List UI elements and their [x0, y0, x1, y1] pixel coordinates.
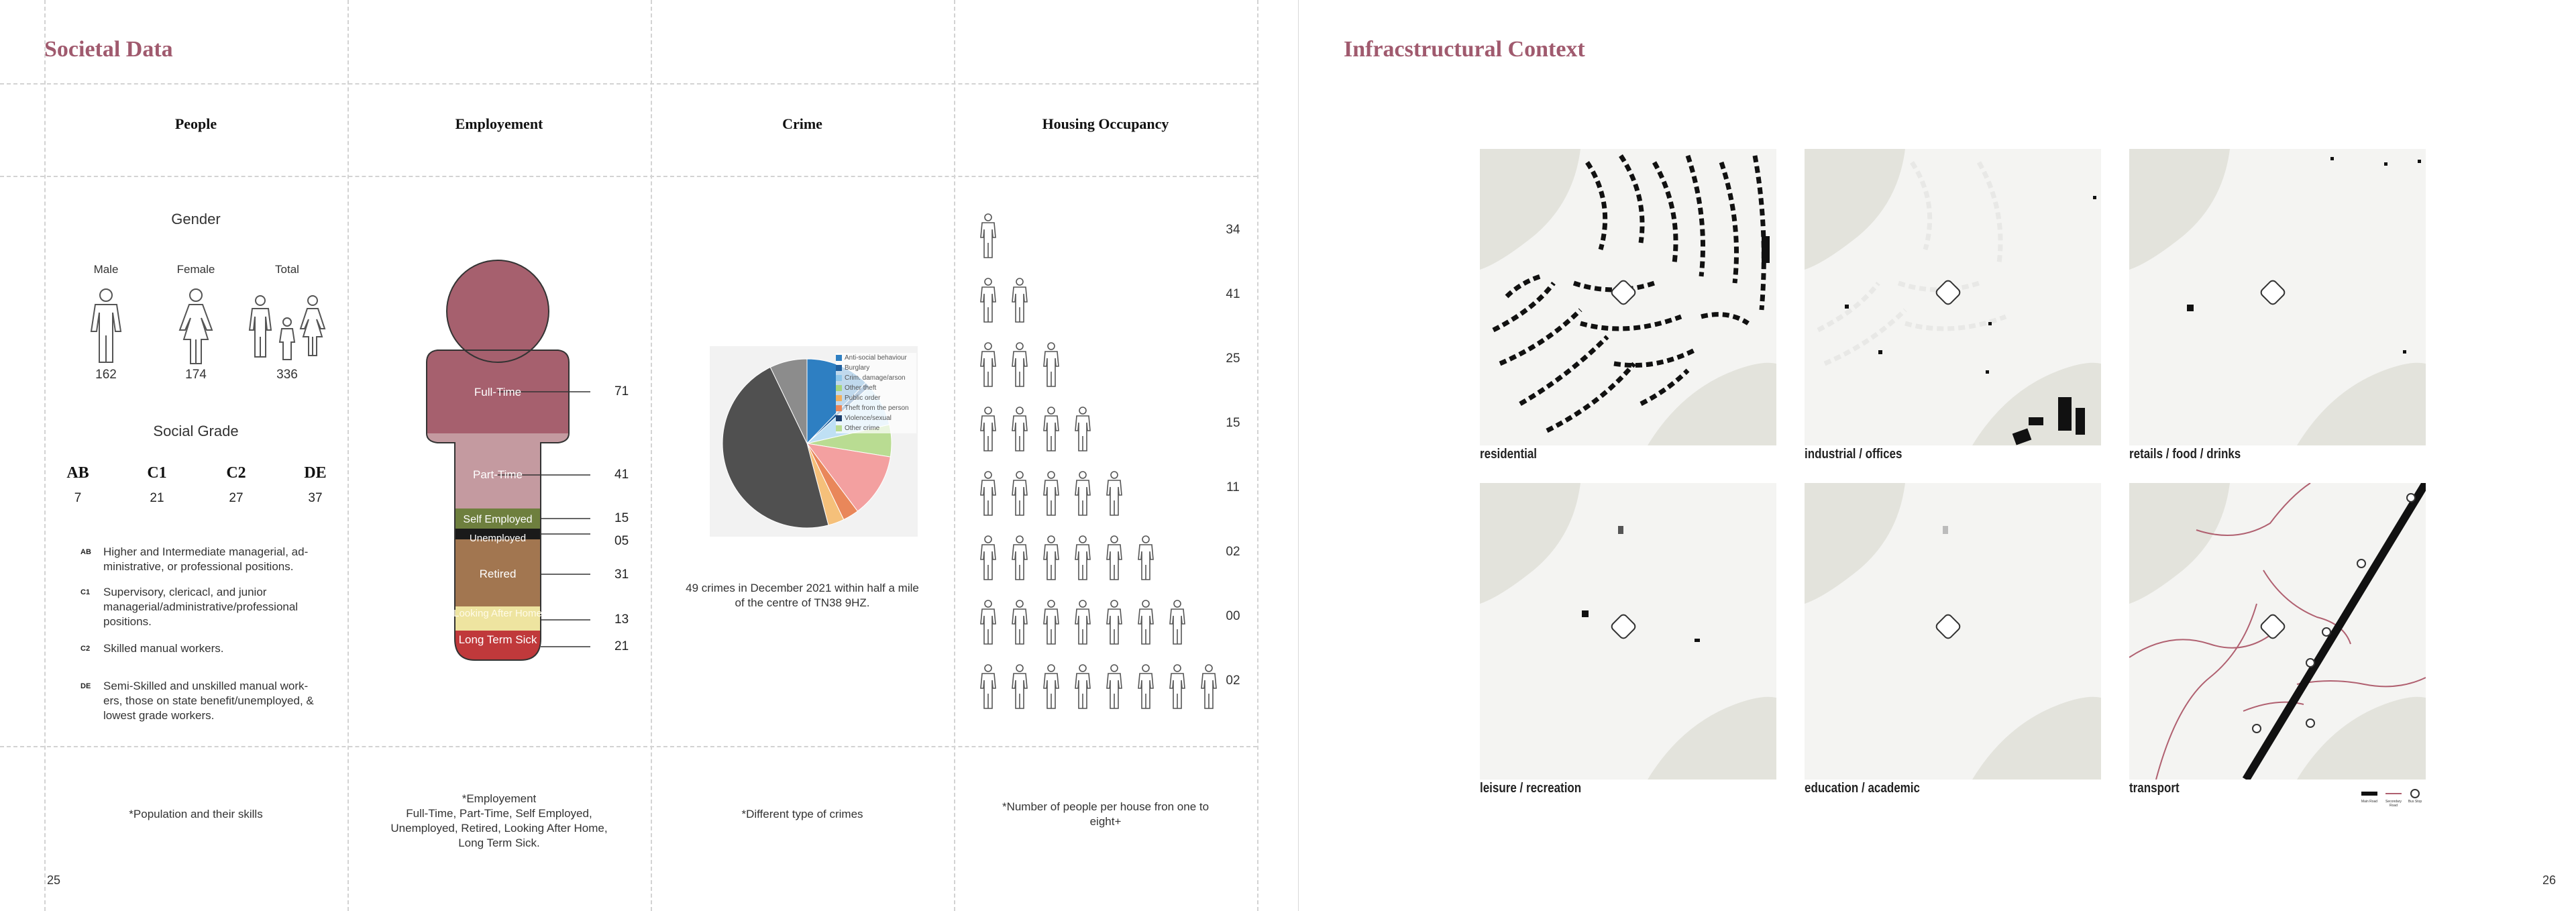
legend-label: Burglary — [845, 364, 870, 372]
crime-footnote: *Different type of crimes — [741, 808, 863, 820]
legend-label: Other theft — [845, 384, 877, 392]
person-icon — [1042, 535, 1060, 581]
map-education — [1805, 483, 2101, 780]
employment-value: 31 — [614, 568, 629, 582]
housing-value: 11 — [1226, 480, 1240, 494]
legend-swatch — [836, 425, 842, 431]
person-icon — [1106, 600, 1123, 645]
map-graphic — [1480, 149, 1776, 445]
bus-stop-swatch — [2410, 789, 2420, 798]
map-label: transport — [2129, 781, 2180, 796]
footnote-line: *Employement — [462, 792, 537, 805]
person-icon — [1106, 471, 1123, 517]
employment-label: Long Term Sick — [458, 633, 537, 646]
social-grade-title: Social Grade — [153, 423, 239, 439]
person-icon — [1011, 471, 1028, 517]
person-icon — [1042, 342, 1060, 388]
legend-swatch — [836, 375, 842, 381]
map-retail — [2129, 149, 2426, 445]
legend-label: Violence/sexual — [845, 415, 892, 422]
housing-value: 02 — [1226, 545, 1240, 559]
legend-label: Other crime — [845, 425, 880, 432]
person-icon — [1106, 535, 1123, 581]
person-icon — [1042, 664, 1060, 710]
person-icon — [1074, 600, 1091, 645]
grade-legend-code: C1 — [80, 588, 91, 596]
grid-line — [44, 0, 46, 911]
person-icon — [979, 213, 997, 259]
employment-value: 13 — [614, 612, 629, 627]
grid-line — [1257, 0, 1258, 911]
legend-swatch — [836, 395, 842, 401]
crime-legend-item — [836, 353, 916, 363]
person-icon — [1011, 407, 1028, 452]
total-value: 336 — [276, 368, 298, 382]
family-icon — [248, 295, 326, 362]
total-label: Total — [275, 263, 299, 276]
page-number-right: 26 — [2542, 873, 2557, 887]
person-icon — [1137, 664, 1155, 710]
legend-swatch — [836, 355, 842, 361]
crime-caption — [655, 581, 950, 610]
grid-line — [0, 176, 1257, 177]
housing-value: 41 — [1226, 287, 1240, 301]
grade-legend-desc: Higher and Intermediate managerial, ad-ministrative, or professional positions. — [103, 545, 309, 573]
legend-label: Secondary Road — [2385, 800, 2402, 808]
grid-line — [954, 0, 955, 911]
legend-label: Public order — [845, 394, 881, 402]
grid-line — [347, 0, 349, 911]
map-industrial — [1805, 149, 2101, 445]
map-graphic — [1805, 149, 2101, 445]
person-icon — [979, 535, 997, 581]
person-icon — [1011, 342, 1028, 388]
crime-legend-item — [836, 373, 916, 383]
footnote-line: *Number of people per house fron one to — [1002, 800, 1210, 813]
employment-value: 21 — [614, 639, 629, 653]
person-icon — [979, 664, 997, 710]
employment-value: 05 — [614, 534, 629, 548]
map-label: retails / food / drinks — [2129, 447, 2241, 462]
legend-label: Anti-social behaviour — [845, 354, 907, 362]
grade-legend-desc: Skilled manual workers. — [103, 642, 224, 655]
page-divider — [1298, 0, 1299, 911]
employment-label: Looking After Home — [453, 608, 542, 619]
people-footnote: *Population and their skills — [129, 808, 263, 820]
male-value: 162 — [95, 368, 117, 382]
person-icon — [1169, 600, 1186, 645]
page-number-left: 25 — [47, 873, 61, 887]
footnote-line: Unemployed, Retired, Looking After Home, — [390, 822, 608, 835]
person-icon — [1169, 664, 1186, 710]
legend-swatch — [836, 385, 842, 391]
crime-legend-item — [836, 413, 916, 423]
grade-legend-code: DE — [80, 682, 91, 690]
column-header-employment: Employement — [455, 115, 543, 132]
employment-label: Retired — [479, 568, 517, 580]
grade-value: 37 — [308, 491, 323, 505]
employment-value: 15 — [614, 511, 629, 525]
secondary-road-swatch — [2385, 793, 2402, 794]
grade-code: C1 — [147, 464, 167, 482]
person-icon — [1011, 278, 1028, 323]
grade-value: 7 — [74, 491, 82, 505]
housing-value: 34 — [1226, 223, 1240, 237]
map-leisure — [1480, 483, 1776, 780]
female-label: Female — [176, 263, 215, 276]
crime-legend-item — [836, 403, 916, 413]
footnote-line: eight+ — [1089, 815, 1122, 828]
caption-line: of the centre of TN38 9HZ. — [735, 596, 870, 609]
societal-data-title: Societal Data — [44, 37, 173, 62]
employment-value: 71 — [614, 384, 629, 398]
grid-line — [651, 0, 652, 911]
crime-legend-item — [836, 383, 916, 393]
employment-footnote — [352, 792, 647, 851]
employment-label: Self Employed — [463, 514, 533, 525]
person-icon — [1011, 600, 1028, 645]
footnote-line: Full-Time, Part-Time, Self Employed, — [406, 807, 592, 820]
grade-value: 27 — [229, 491, 244, 505]
column-header-housing: Housing Occupancy — [1042, 115, 1169, 132]
map-label: education / academic — [1805, 781, 1920, 796]
map-graphic — [2129, 149, 2426, 445]
grade-code: AB — [66, 464, 89, 482]
female-value: 174 — [185, 368, 207, 382]
male-label: Male — [93, 263, 119, 276]
person-icon — [1137, 535, 1155, 581]
map-label: leisure / recreation — [1480, 781, 1582, 796]
housing-value: 00 — [1226, 609, 1240, 623]
map-graphic — [1480, 483, 1776, 780]
map-label: residential — [1480, 447, 1538, 462]
crime-legend-item — [836, 423, 916, 433]
person-icon — [1074, 471, 1091, 517]
grade-legend-code: AB — [80, 548, 91, 556]
person-icon — [1074, 407, 1091, 452]
person-icon — [1200, 664, 1218, 710]
grade-value: 21 — [150, 491, 164, 505]
person-icon — [979, 407, 997, 452]
legend-swatch — [836, 365, 842, 371]
person-icon — [1074, 535, 1091, 581]
employment-label: Full-Time — [474, 386, 522, 398]
person-icon — [1137, 600, 1155, 645]
map-label: industrial / offices — [1805, 447, 1902, 462]
housing-value: 15 — [1226, 416, 1240, 430]
map-residential — [1480, 149, 1776, 445]
legend-label: Main Road — [2361, 800, 2378, 804]
map-graphic — [2129, 483, 2426, 780]
person-icon — [979, 278, 997, 323]
person-icon — [1042, 471, 1060, 517]
grade-legend-desc: Supervisory, clericacl, and junior managerial/administrative/professional positions. — [103, 586, 299, 628]
legend-label: Bus Stop — [2408, 800, 2422, 804]
infrastructural-title: Infracstructural Context — [1344, 37, 1585, 62]
legend-swatch — [836, 405, 842, 411]
legend-swatch — [836, 415, 842, 421]
crime-legend-item — [836, 363, 916, 373]
employment-figure — [416, 258, 590, 668]
grid-line — [0, 83, 1257, 85]
person-icon — [979, 342, 997, 388]
person-icon — [979, 471, 997, 517]
grade-legend-desc: Semi-Skilled and unskilled manual work-ers, those on state benefit/unemployed, & lowest grade workers. — [103, 680, 314, 722]
crime-legend — [836, 353, 916, 433]
legend-label: Crim. damage/arson — [845, 374, 906, 382]
grade-legend-code: C2 — [80, 645, 91, 653]
main-road-swatch — [2361, 792, 2377, 796]
column-header-people: People — [174, 115, 217, 132]
legend-label: Theft from the person — [845, 405, 909, 412]
column-header-crime: Crime — [782, 115, 822, 132]
grid-line — [0, 746, 1257, 747]
map-transport — [2129, 483, 2426, 780]
female-icon — [176, 288, 216, 365]
employment-label: Unemployed — [469, 533, 527, 544]
gender-title: Gender — [171, 211, 221, 227]
person-icon — [1042, 407, 1060, 452]
housing-value: 02 — [1226, 674, 1240, 688]
employment-label: Part-Time — [473, 468, 523, 481]
employment-value: 41 — [614, 468, 629, 482]
person-icon — [1074, 664, 1091, 710]
housing-value: 25 — [1226, 352, 1240, 366]
person-icon — [1011, 664, 1028, 710]
person-icon — [979, 600, 997, 645]
male-icon — [86, 288, 126, 365]
map-graphic — [1805, 483, 2101, 780]
caption-line: 49 crimes in December 2021 within half a mile — [686, 582, 919, 594]
housing-footnote — [958, 800, 1253, 829]
grade-code: DE — [304, 464, 327, 482]
person-icon — [1011, 535, 1028, 581]
person-icon — [1042, 600, 1060, 645]
person-icon — [1106, 664, 1123, 710]
crime-legend-item — [836, 393, 916, 403]
footnote-line: Long Term Sick. — [458, 837, 540, 849]
grade-code: C2 — [226, 464, 246, 482]
